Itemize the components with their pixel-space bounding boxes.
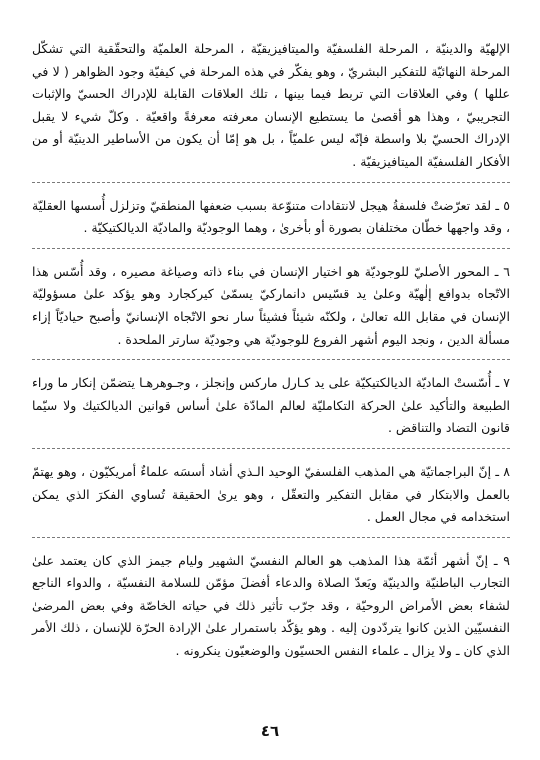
paragraph-separator (32, 248, 510, 249)
paragraph-note-6: ٦ ـ المحور الأصليّ للوجوديّة هو اختيار الإنسان في بناء ذاته وصياغة مصيره ، وقد أُسّس هذا الاتّجاه بدوافع إلٰهيّة وعلىٰ يد قسّيس دانماركيّ يسمّىٰ كيركجارد وهو يؤكد علىٰ مسؤوليّة الإنسان في مقابل الله تعالىٰ ، ولكنّه شيئاً فشيئاً سار نحو الاتّجاه الإنسانيّ وأصبح حياديّاً إزاء مسألة الدين ، ونجد اليوم أشهر الفروع للوجوديّة هي وجوديّة سارتر الملحدة . (32, 263, 510, 347)
paragraph-separator (32, 448, 510, 449)
paragraph-note-7: ٧ ـ أُسّستْ الماديّة الديالكتيكيّة على يد كـارل ماركس وإنجلز ، وجـوهرهـا يتضمّن إنكار ما وراء الطبيعة والتأكيد علىٰ الحركة التكامليّة لعالم المادّة علىٰ أساس قوانين الديالكتيك ولا سيّما قانون التضاد والتناقض . (32, 375, 510, 436)
paragraph-separator (32, 182, 510, 183)
paragraph-continuation: الإلهيّة والدينيّة ، المرحلة الفلسفيّة والميتافيزيقيّة ، المرحلة العلميّة والتحقّقية التي تشكّل المرحلة النهائيّة للتفكير البشريّ ، وهو يفكّر في هذه المرحلة في كيفيّة وجود الظواهر ( لا في عللها ) وفي العلاقات التي تربط فيما بينها ، تلك العلاقات القابلة للإدراك الحسيّ والإثبات التجريبيّ ، وهذا هو أقصىٰ ما يستطيع الإنسان معرفته معرفةً واقعيّة . وكلّ شيء لا يقبل الإدراك الحسيّ بلا واسطة فإنّه ليس علميّاً ، بل هو إمّا أن يكون من الأساطير الدينيّة أو من الأفكار الفلسفيّة الميتافيزيقيّة . (32, 41, 510, 169)
paragraph-note-9: ٩ ـ إنّ أشهر أئمّة هذا المذهب هو العالم النفسيّ الشهير وليام جيمز الذي كان يعتمد علىٰ التجارب الباطنيّة والدينيّة ويَعدّ الصلاة والدعاء أفضلَ مؤمّن للسلامة النفسيّة ، والدواء الناجع لشفاء بعض الأمراض الروحيّة ، وقد جرّب تأثير ذلك في حياته الخاصّة وفي بعض المرضىٰ النفسيّين الذين كانوا يتردّدون إليه . وهو يؤكّد باستمرار علىٰ الإرادة الحرّة للإنسان ، ذلك الأمر الذي كان ـ ولا يزال ـ علماء النفس الحسيّون والوضعيّون ينكرونه . (32, 552, 510, 659)
paragraph-separator (32, 359, 510, 360)
page-number: ٤٦ (260, 722, 280, 740)
paragraph-note-8: ٨ ـ إنّ البراجماتيّة هي المذهب الفلسفيّ الوحيد الـذي أشاد أسسَه علماءٌ أمريكيّون ، وهو يهتمّ بالعمل والابتكار في مقابل التفكير والتعقّل ، وهو يرىٰ الحقيقة تُساوي الفكرَ الذي يمكن استخدامه في مجال العمل . (32, 463, 510, 525)
paragraph-note-5: ٥ ـ لقد تعرّضتْ فلسفةُ هيجل لانتقادات متنوّعة بسبب ضعفها المنطقيّ وتزلزل أُسسها العقليّة ، وقد واجهها خطّان مختلفان بصورة أو بأخرىٰ ، وهما الوجوديّة والماديّة الديالكتيكيّة . (32, 197, 510, 236)
paragraph-separator (32, 537, 510, 538)
